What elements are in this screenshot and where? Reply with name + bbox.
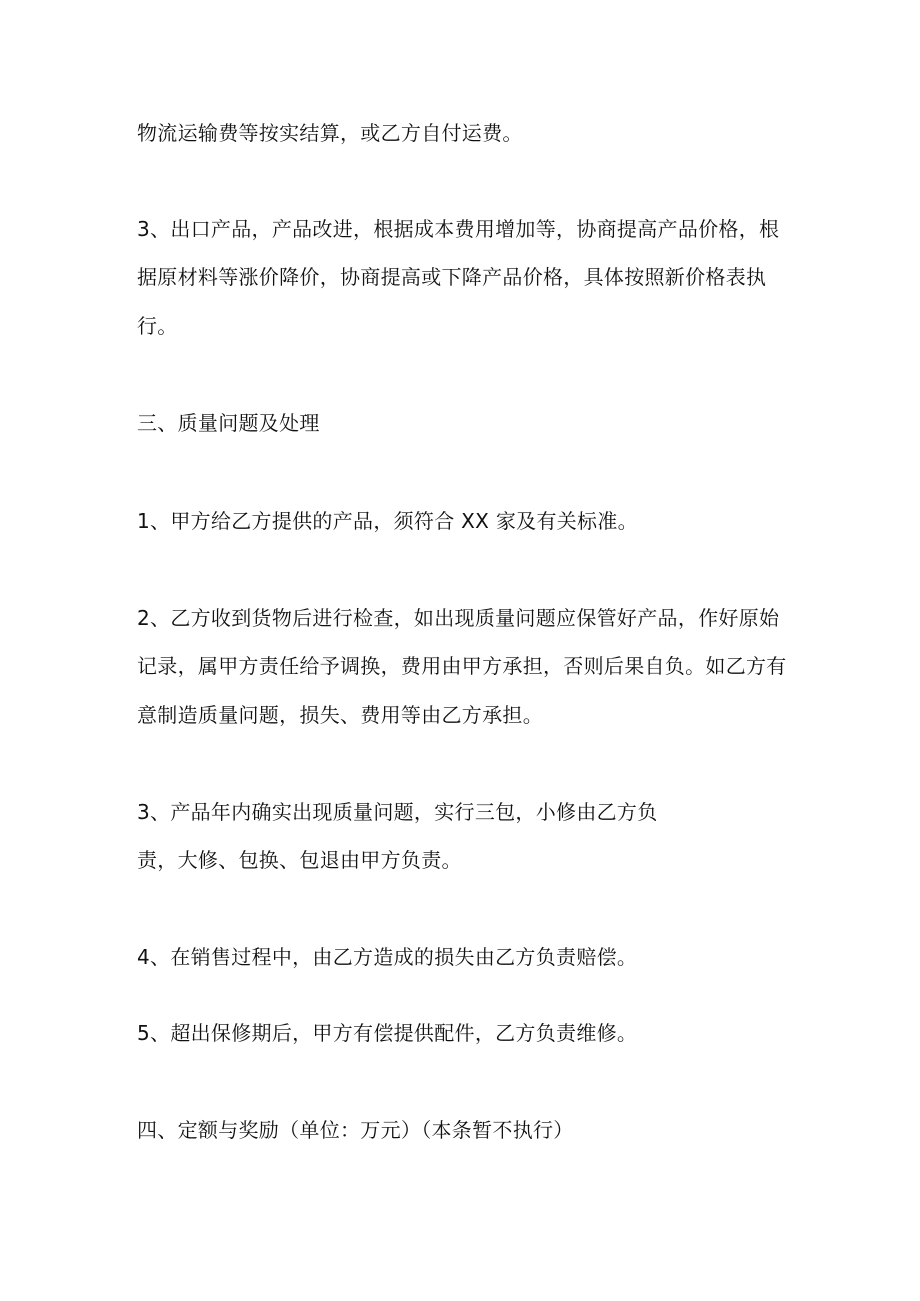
paragraph-price-adjustment-line3: 行。 <box>137 314 178 338</box>
clause-3-warranty-line1: 3、产品年内确实出现质量问题，实行三包，小修由乙方负 <box>137 800 658 824</box>
section-heading-quota-rewards: 四、定额与奖励（单位：万元）（本条暂不执行） <box>137 1118 574 1142</box>
clause-2-inspection-line2: 记录，属甲方责任给予调换，费用由甲方承担，否则后果自负。如乙方有 <box>137 654 787 678</box>
paragraph-logistics-fee-cont: 物流运输费等按实结算，或乙方自付运费。 <box>137 121 523 145</box>
paragraph-price-adjustment-line2: 据原材料等涨价降价，协商提高或下降产品价格，具体按照新价格表执 <box>137 265 767 289</box>
clause-2-inspection-line3: 意制造质量问题，损失、费用等由乙方承担。 <box>137 703 543 727</box>
clause-4-sales-loss: 4、在销售过程中，由乙方造成的损失由乙方负责赔偿。 <box>137 945 638 969</box>
section-heading-quality-issues: 三、质量问题及处理 <box>137 411 320 435</box>
clause-1-standards: 1、甲方给乙方提供的产品，须符合 XX 家及有关标准。 <box>137 509 638 533</box>
clause-5-after-warranty: 5、超出保修期后，甲方有偿提供配件，乙方负责维修。 <box>137 1021 638 1045</box>
clause-3-warranty-line2: 责，大修、包换、包退由甲方负责。 <box>137 848 462 872</box>
clause-2-inspection-line1: 2、乙方收到货物后进行检查，如出现质量问题应保管好产品，作好原始 <box>137 606 780 630</box>
paragraph-price-adjustment-line1: 3、出口产品，产品改进，根据成本费用增加等，协商提高产品价格，根 <box>137 217 780 241</box>
